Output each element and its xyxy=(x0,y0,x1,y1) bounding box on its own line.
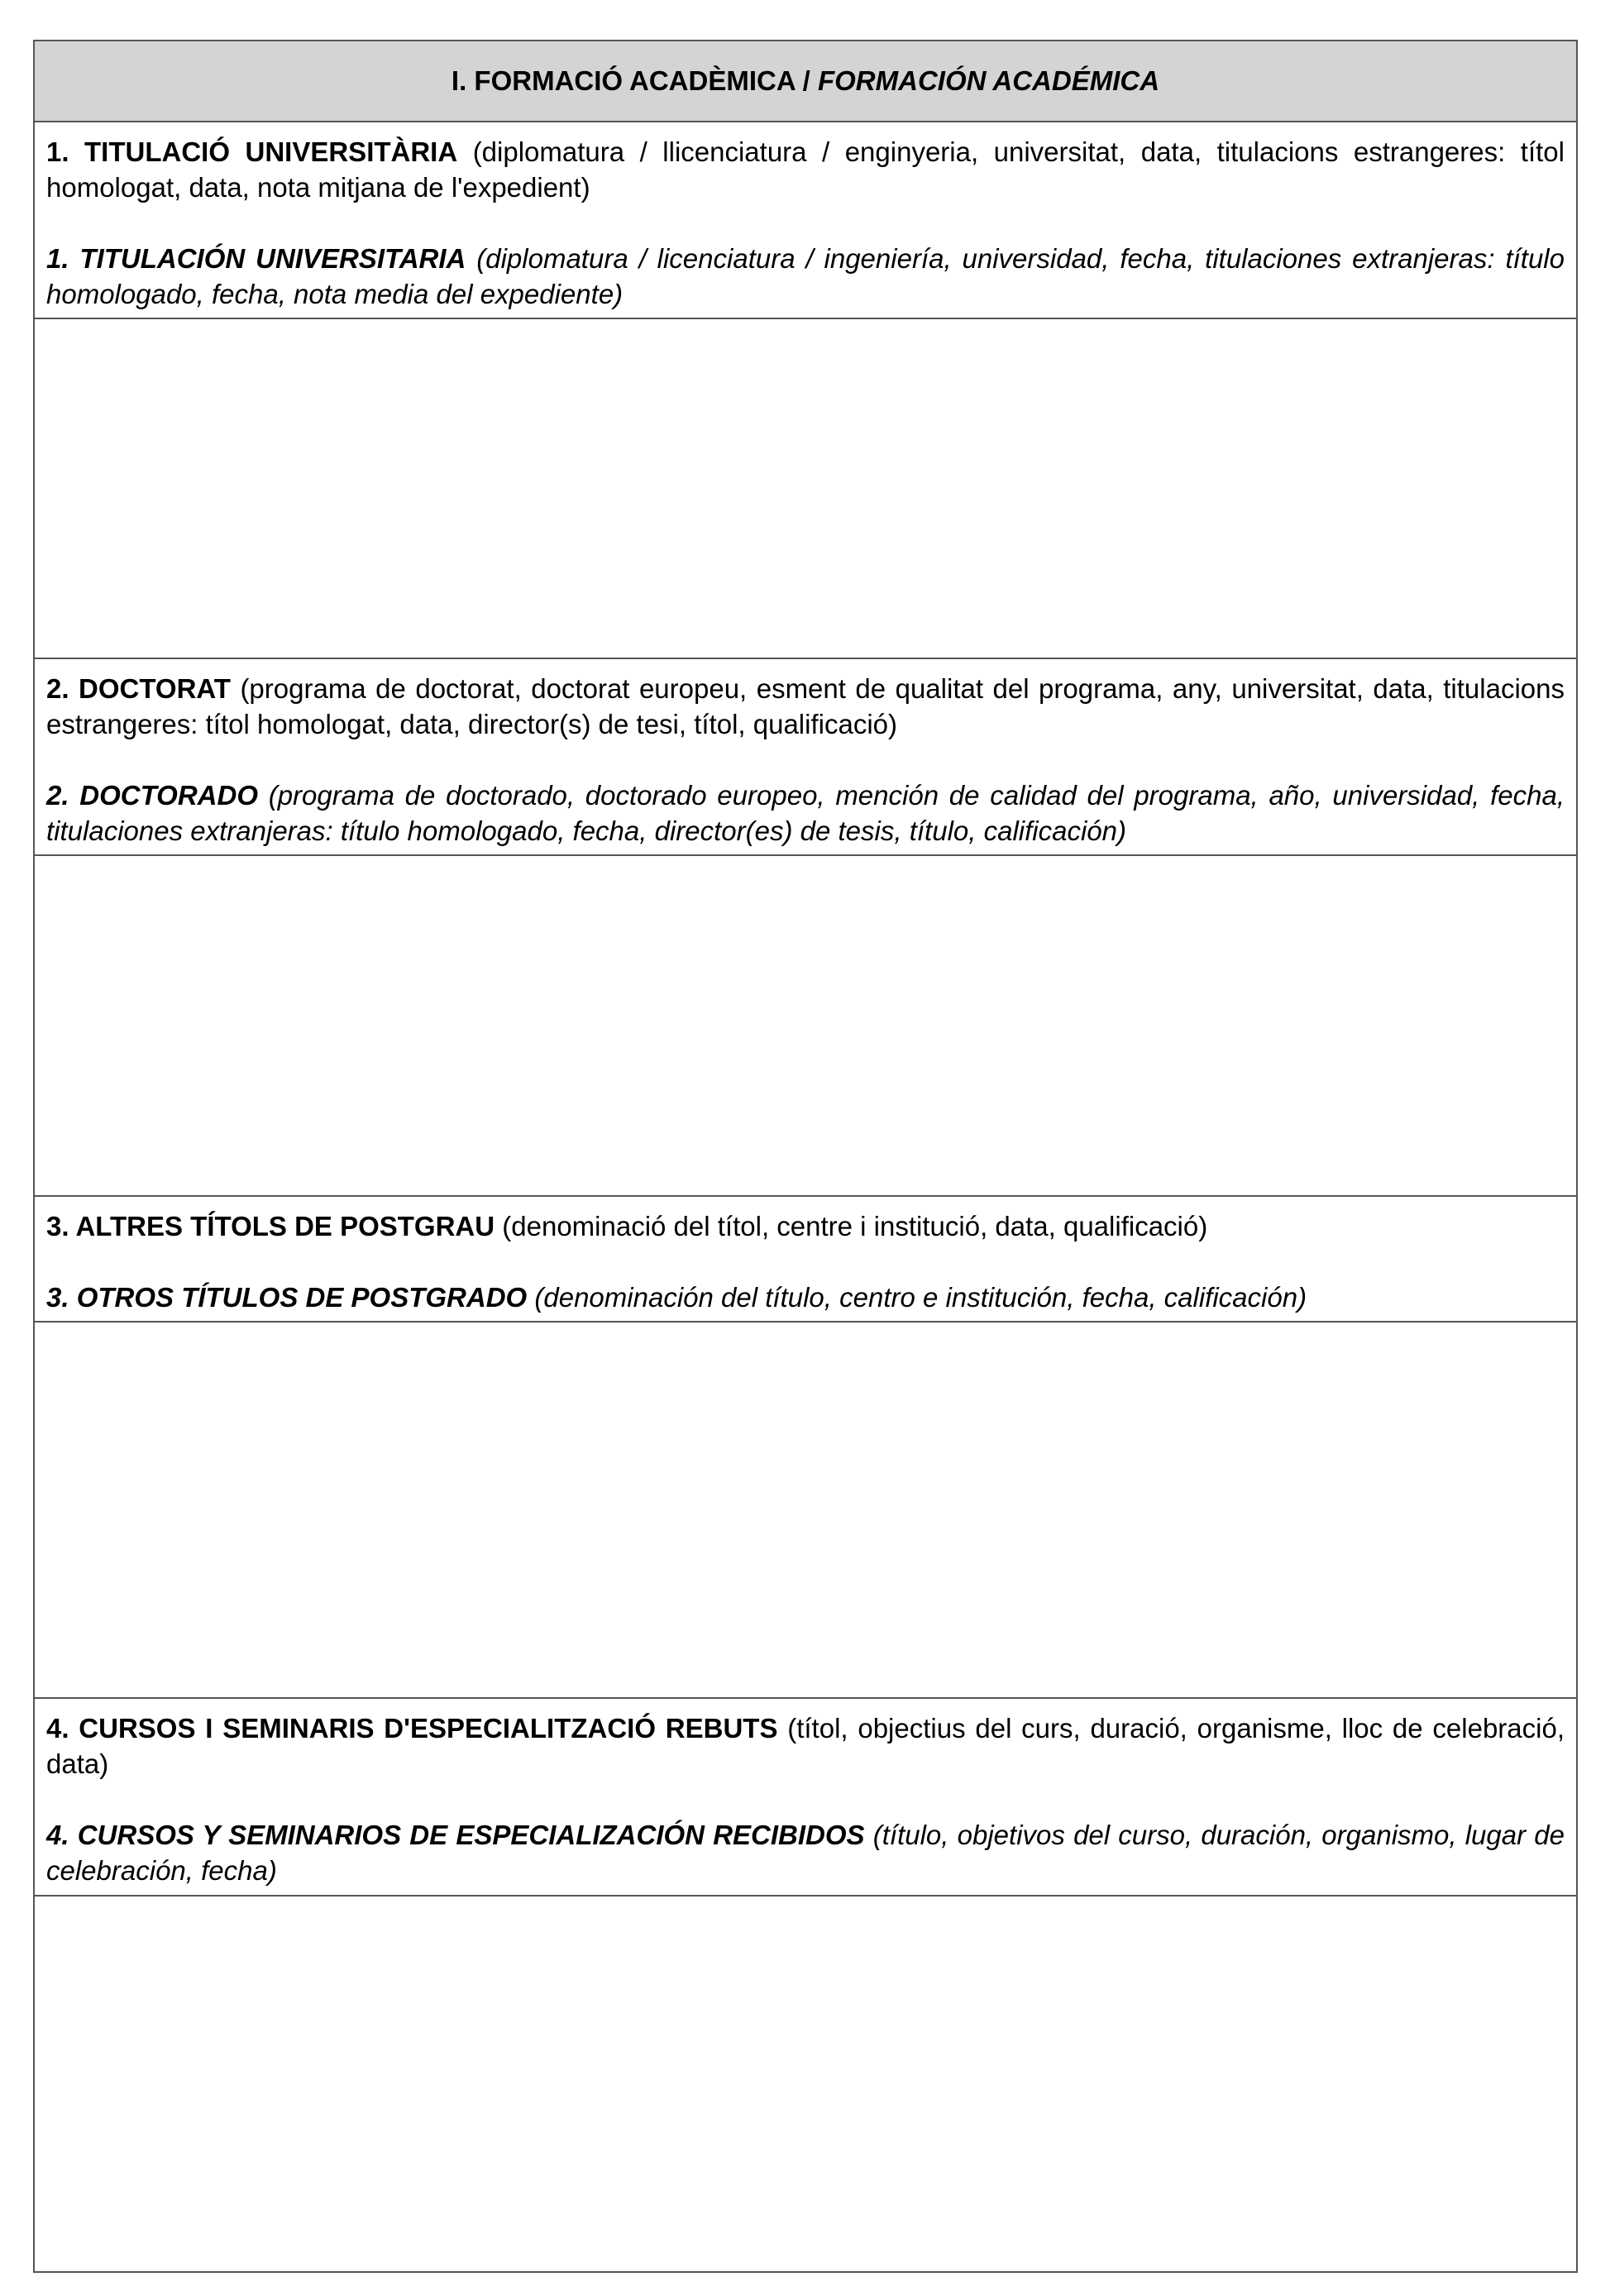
label-catalan xyxy=(46,671,1565,742)
doctorate-label xyxy=(35,659,1576,856)
description-spanish: (programa de doctorado, doctorado europeo, mención de calidad del programa, año, universidad, fecha, titulaciones extranjeras: título homologado, fecha, director(es) de tesis, título, calificación) xyxy=(46,780,1565,846)
other-postgraduate-field[interactable] xyxy=(35,1323,1576,1699)
heading-spanish: 4. CURSOS Y SEMINARIOS DE ESPECIALIZACIÓN RECIBIDOS xyxy=(46,1820,865,1850)
description-catalan: (títol, objectius del curs, duració, organisme, lloc de celebració, data) xyxy=(46,1713,1565,1779)
university-degree-field[interactable] xyxy=(35,319,1576,659)
label-catalan xyxy=(46,1208,1565,1244)
heading-catalan: 2. DOCTORAT xyxy=(46,673,231,704)
description-spanish: (denominación del título, centro e institución, fecha, calificación) xyxy=(527,1282,1307,1313)
heading-spanish: 3. OTROS TÍTULOS DE POSTGRADO xyxy=(46,1282,528,1313)
description-catalan: (programa de doctorat, doctorat europeu, esment de qualitat del programa, any, universitat, data, titulacions estrangeres: títol homologat, data, director(s) de tesi, títol, qualificació) xyxy=(46,673,1565,739)
description-spanish: (título, objetivos del curso, duración, organismo, lugar de celebración, fecha) xyxy=(46,1820,1565,1886)
heading-spanish: 2. DOCTORADO xyxy=(46,780,258,811)
label-catalan xyxy=(46,1710,1565,1782)
section-header xyxy=(35,41,1576,122)
specialization-courses-label xyxy=(35,1699,1576,1897)
label-spanish xyxy=(46,777,1565,849)
other-postgraduate-label xyxy=(35,1197,1576,1323)
heading-catalan: 3. ALTRES TÍTOLS DE POSTGRAU xyxy=(46,1211,495,1241)
heading-catalan: 4. CURSOS I SEMINARIS D'ESPECIALITZACIÓ REBUTS xyxy=(46,1713,778,1744)
academic-training-form xyxy=(33,40,1578,2273)
description-catalan: (diplomatura / llicenciatura / enginyeria, universitat, data, titulacions estrangeres: títol homologat, data, nota mitjana de l'expedient) xyxy=(46,136,1565,203)
description-catalan: (denominació del títol, centre i institució, data, qualificació) xyxy=(495,1211,1208,1241)
specialization-courses-field[interactable] xyxy=(35,1897,1576,2271)
heading-catalan: 1. TITULACIÓ UNIVERSITÀRIA xyxy=(46,136,458,167)
section-title xyxy=(452,65,1159,97)
label-catalan xyxy=(46,134,1565,205)
label-spanish xyxy=(46,1280,1565,1315)
heading-spanish: 1. TITULACIÓN UNIVERSITARIA xyxy=(46,243,466,274)
doctorate-field[interactable] xyxy=(35,856,1576,1197)
label-spanish xyxy=(46,241,1565,312)
university-degree-label xyxy=(35,122,1576,319)
description-spanish: (diplomatura / licenciatura / ingeniería, universidad, fecha, titulaciones extranjeras: título homologado, fecha, nota media del expediente) xyxy=(46,243,1565,309)
section-title-catalan: I. FORMACIÓ ACADÈMICA / xyxy=(451,65,818,96)
section-title-spanish: FORMACIÓN ACADÉMICA xyxy=(817,65,1160,96)
label-spanish xyxy=(46,1817,1565,1888)
